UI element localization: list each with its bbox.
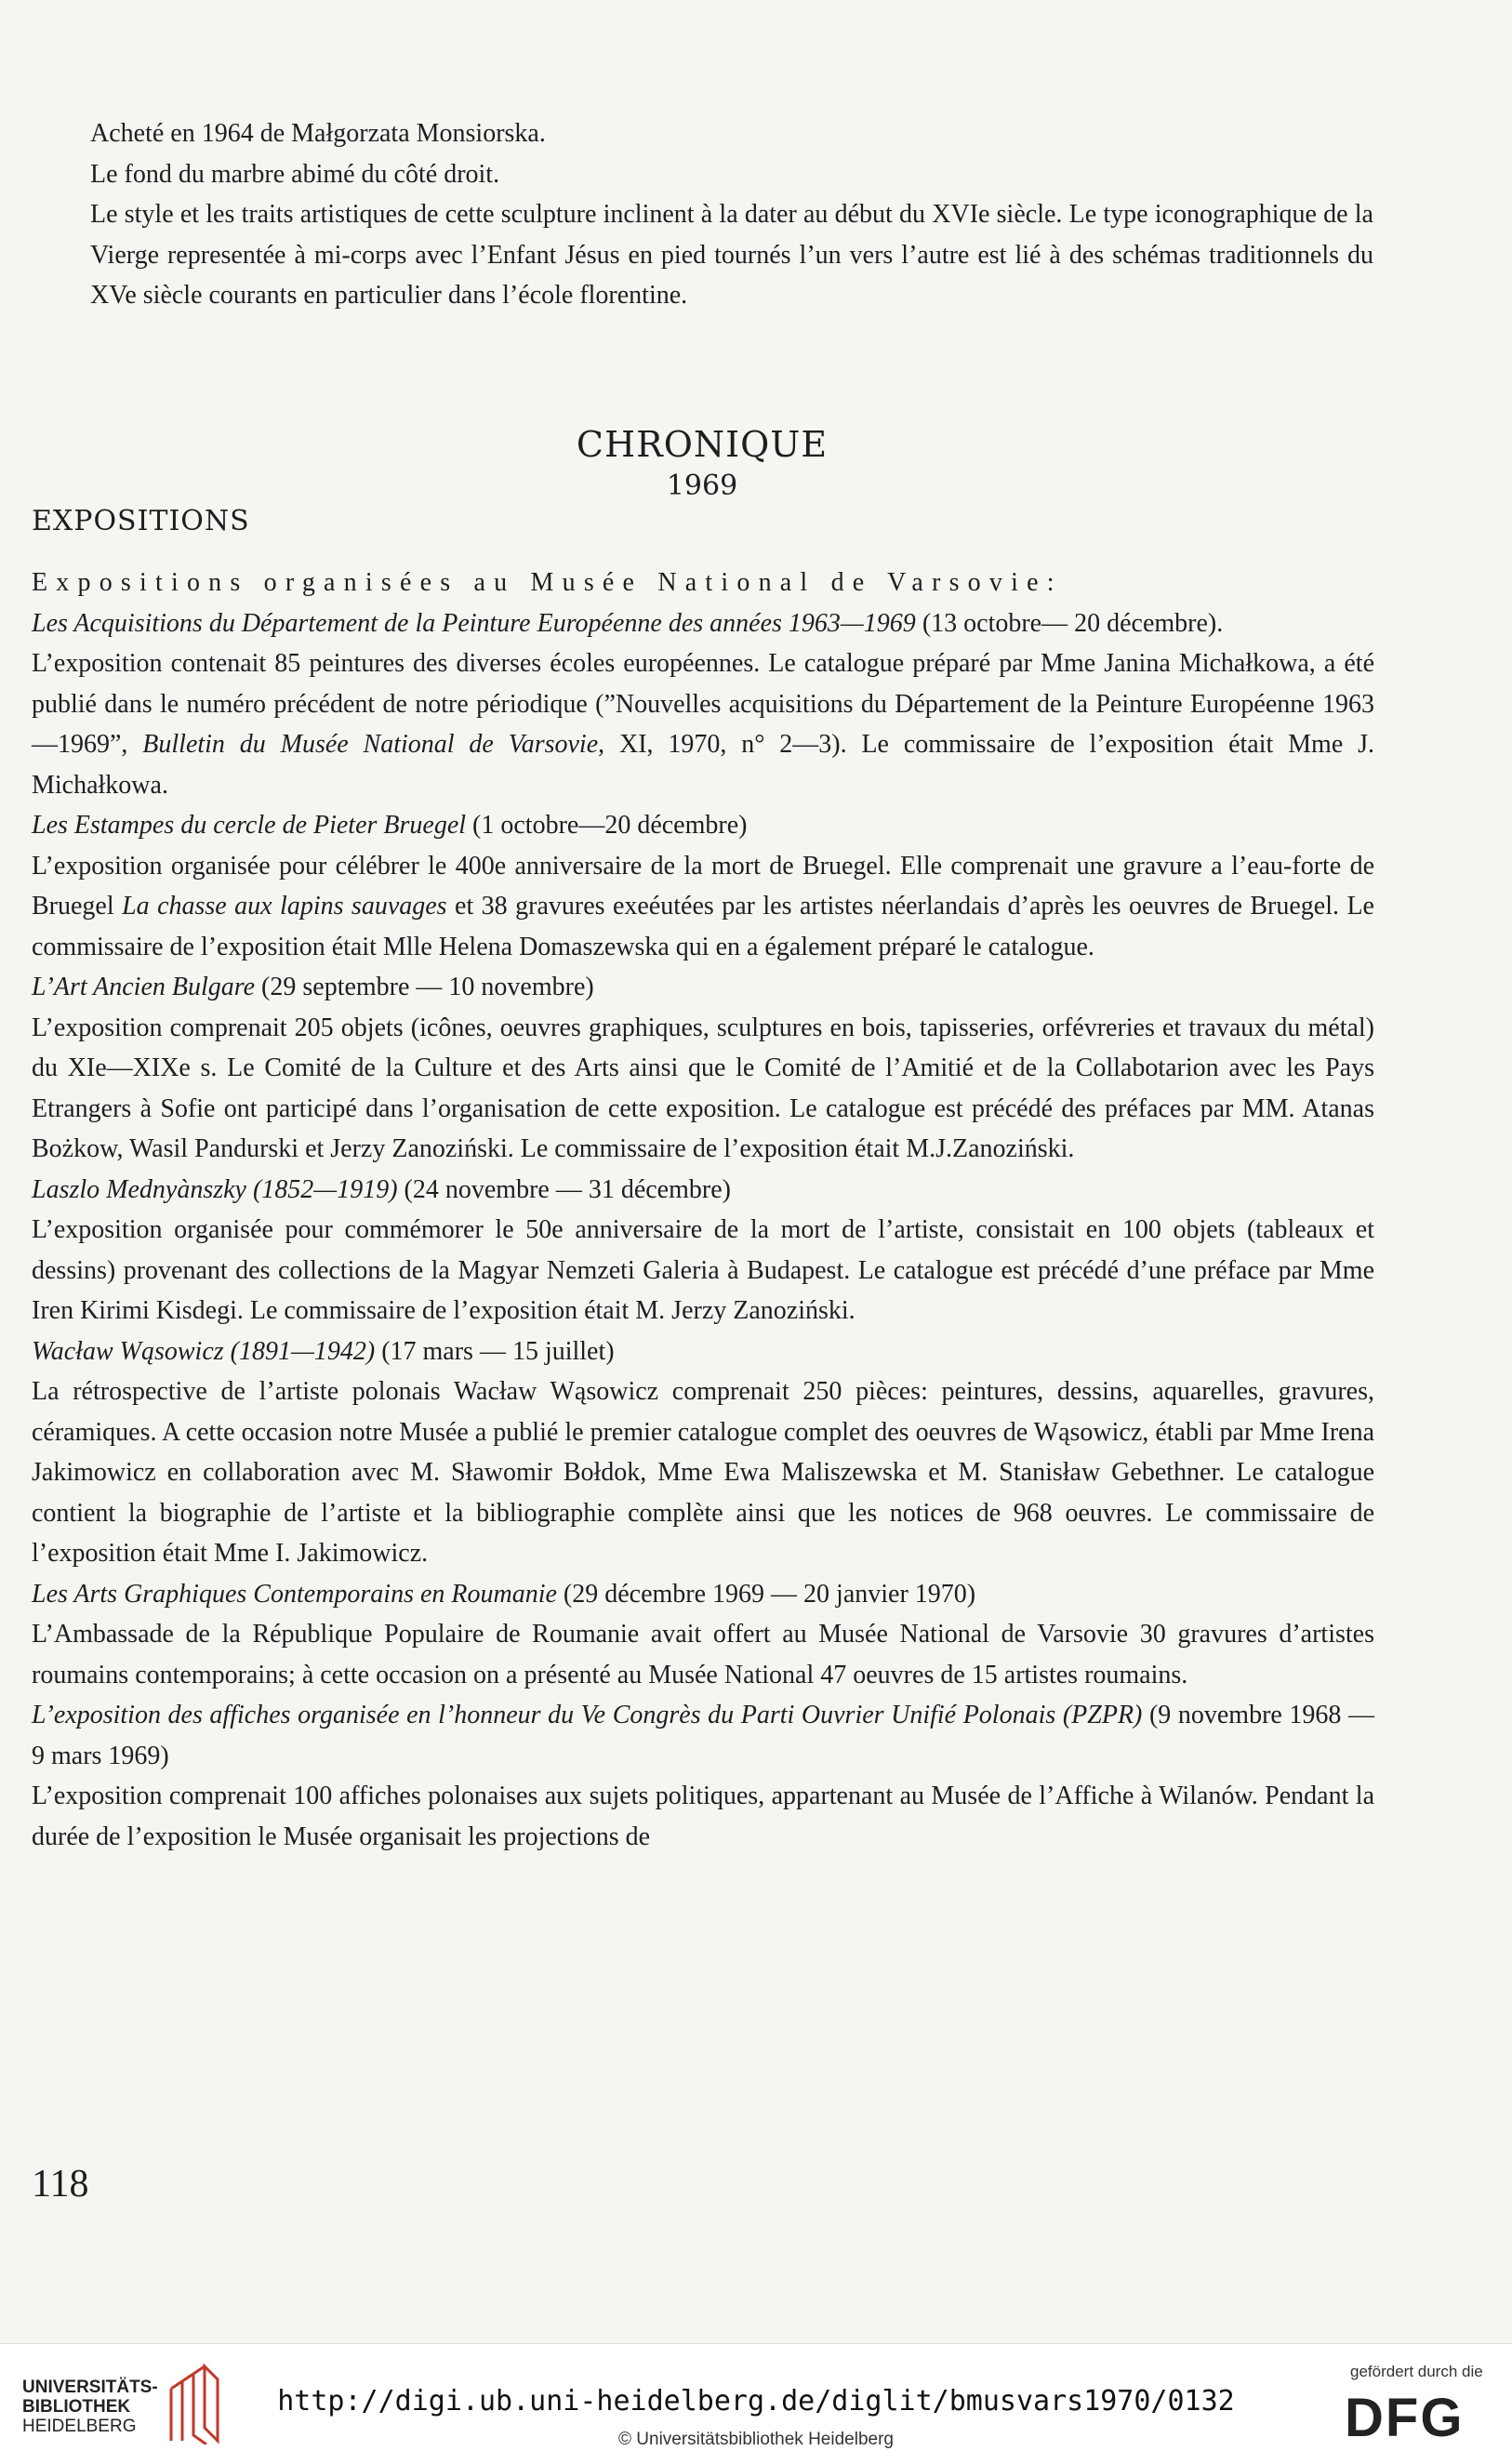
chronique-year: 1969 xyxy=(666,470,738,502)
entry-dates: (24 novembre — 31 décembre) xyxy=(397,1174,731,1204)
entry-body-italic: La chasse aux lapins sauvages xyxy=(122,892,447,921)
entry-dates: (17 mars — 15 juillet) xyxy=(375,1336,615,1366)
entry-body-text: , XI, 1970, n° 2—3). Le commissaire de l’exposition était Mme J. Michałkowa. xyxy=(32,730,1374,800)
intro-line: Acheté en 1964 de Małgorzata Monsiorska. xyxy=(90,119,546,148)
entry-body-text: L’exposition organisée pour célébrer le 400e anniversaire de la mort de Bruegel. Elle comprenait une gravure a l’eau-forte de Bruegel xyxy=(32,851,1374,921)
entry-title: L’exposition des affiches organisée en l’honneur du Ve Congrès du Parti Ouvrier Unifié Polonais (PZPR) xyxy=(32,1701,1143,1729)
library-line: BIBLIOTHEK xyxy=(22,2397,131,2417)
entry-dates: (29 septembre — 10 novembre) xyxy=(255,973,594,1001)
entry-dates: (13 octobre— 20 décembre). xyxy=(915,608,1224,638)
section-title: EXPOSITIONS xyxy=(32,505,250,537)
entry-title-line xyxy=(32,805,1374,846)
intro-paragraph: Le style et les traits artistiques de cette sculpture inclinent à la dater au début du XVIe siècle. Le type iconographique de la Vierge representée à mi-corps avec l’Enfant Jésus en pied tournés l’un vers l’autre est lié à des schémas traditionnels du XVe siècle courants en particulier dans l’école florentine. xyxy=(90,200,1373,310)
entry-title: Les Estampes du cercle de Pieter Bruegel xyxy=(32,811,467,840)
entry-title: Wacław Wąsowicz (1891—1942) xyxy=(32,1336,376,1366)
entry-body: L’exposition organisée pour commémorer le 50e anniversaire de la mort de l’artiste, consistait en 100 objets (tableaux et dessins) provenant des collections de la Magyar Nemzeti Galeria à Budapest. Le catalogue est précédé d’une préface par Mme Iren Kirimi Kisdegi. Le commissaire de l’exposition était M. Jerzy Zanoziński. xyxy=(32,1215,1374,1325)
entry-body xyxy=(32,643,1374,805)
intro-line: Le fond du marbre abimé du côté droit. xyxy=(90,159,500,189)
entry-title: L’Art Ancien Bulgare xyxy=(32,973,256,1001)
entry-title: Les Arts Graphiques Contemporains en Roumanie xyxy=(32,1579,557,1609)
entry-title-line xyxy=(32,1574,1374,1615)
entry-body-italic: Bulletin du Musée National de Varsovie xyxy=(142,730,599,759)
permalink-url[interactable]: http://digi.ub.uni-heidelberg.de/diglit/bmusvars1970/0132 xyxy=(277,2385,1235,2418)
entry-body: La rétrospective de l’artiste polonais Wacław Wąsowicz comprenait 250 pièces: peintures, dessins, aquarelles, gravures, céramiques. A cette occasion notre Musée a publié le premier catalogue complet des oeuvres de Wąsowicz, établi par Mme Irena Jakimowicz en collaboration avec M. Sławomir Bołdok, Mme Ewa Maliszewska et M. Stanisław Gebethner. Le catalogue contient la biographie de l’artiste et la bibliographie complète ainsi que les notices de 968 oeuvres. Le commissaire de l’exposition était Mme I. Jakimowicz. xyxy=(32,1377,1374,1568)
entry-title: Laszlo Mednyànszky (1852—1919) xyxy=(32,1174,398,1204)
entry-title-line xyxy=(32,1695,1374,1776)
entry-title-line xyxy=(32,967,1374,1008)
dfg-logo: DFG xyxy=(1345,2388,1465,2448)
entry-body: L’Ambassade de la République Populaire de Roumanie avait offert au Musée National de Varsovie 30 gravures d’artistes roumains contemporains; à cette occasion on a présenté au Musée National 47 oeuvres de 15 artistes roumains. xyxy=(32,1620,1374,1689)
entry-dates: (29 décembre 1969 — 20 janvier 1970) xyxy=(556,1579,976,1609)
intro-text xyxy=(90,113,1373,316)
viewer-footer xyxy=(0,2343,1512,2464)
entry-dates: (9 novembre 1968 — 9 mars 1969) xyxy=(32,1701,1374,1770)
chronique-body xyxy=(32,563,1374,1857)
entry-body: L’exposition comprenait 100 affiches polonaises aux sujets politiques, appartenant au Musée de l’Affiche à Wilanów. Pendant la durée de l’exposition le Musée organisait les projections de xyxy=(32,1782,1374,1851)
entry-body xyxy=(32,846,1374,968)
entry-dates: (1 octobre—20 décembre) xyxy=(466,811,748,840)
subheading: Expositions organisées au Musée National de Varsovie: xyxy=(32,568,1063,597)
page-number: 118 xyxy=(32,2163,89,2206)
library-line: HEIDELBERG xyxy=(22,2417,137,2436)
entry-body-text: L’exposition contenait 85 peintures des diverses écoles européennes. Le catalogue préparé par Mme Janina Michałkowa, a été publié dans le numéro précédent de notre périodique (”Nouvelles acquisitions du Département de la Peinture Européenne 1963—1969”, xyxy=(32,649,1374,759)
copyright-notice: © Universitätsbibliothek Heidelberg xyxy=(618,2430,894,2449)
entry-body-text: et 38 gravures exeéutées par les artistes néerlandais d’après les oeuvres de Bruegel. Le commissaire de l’exposition était Mlle Helena Domaszewska qui en a également préparé le catalogue. xyxy=(32,892,1374,961)
chronique-heading: CHRONIQUE xyxy=(576,424,829,465)
entry-body: L’exposition comprenait 205 objets (icônes, oeuvres graphiques, sculptures en bois, tapisseries, orfévreries et travaux du métal) du XIe—XIXe s. Le Comité de la Culture et des Arts ainsi que le Comité de l’Amitié et de la Collabotarion avec les Pays Etrangers à Sofie ont participé dans l’organisation de cette exposition. Le catalogue est précédé des préfaces par MM. Atanas Bożkow, Wasil Pandurski et Jerzy Zanoziński. Le commissaire de l’exposition était M.J.Zanoziński. xyxy=(32,1013,1374,1163)
funding-label: gefördert durch die xyxy=(1350,2363,1483,2380)
entry-title: Les Acquisitions du Département de la Peinture Européenne des années 1963—1969 xyxy=(32,608,916,638)
entry-title-line xyxy=(32,603,1374,644)
entry-title-line xyxy=(32,1170,1374,1211)
entry-title-line xyxy=(32,1331,1374,1372)
library-line: UNIVERSITÄTS- xyxy=(22,2378,158,2397)
